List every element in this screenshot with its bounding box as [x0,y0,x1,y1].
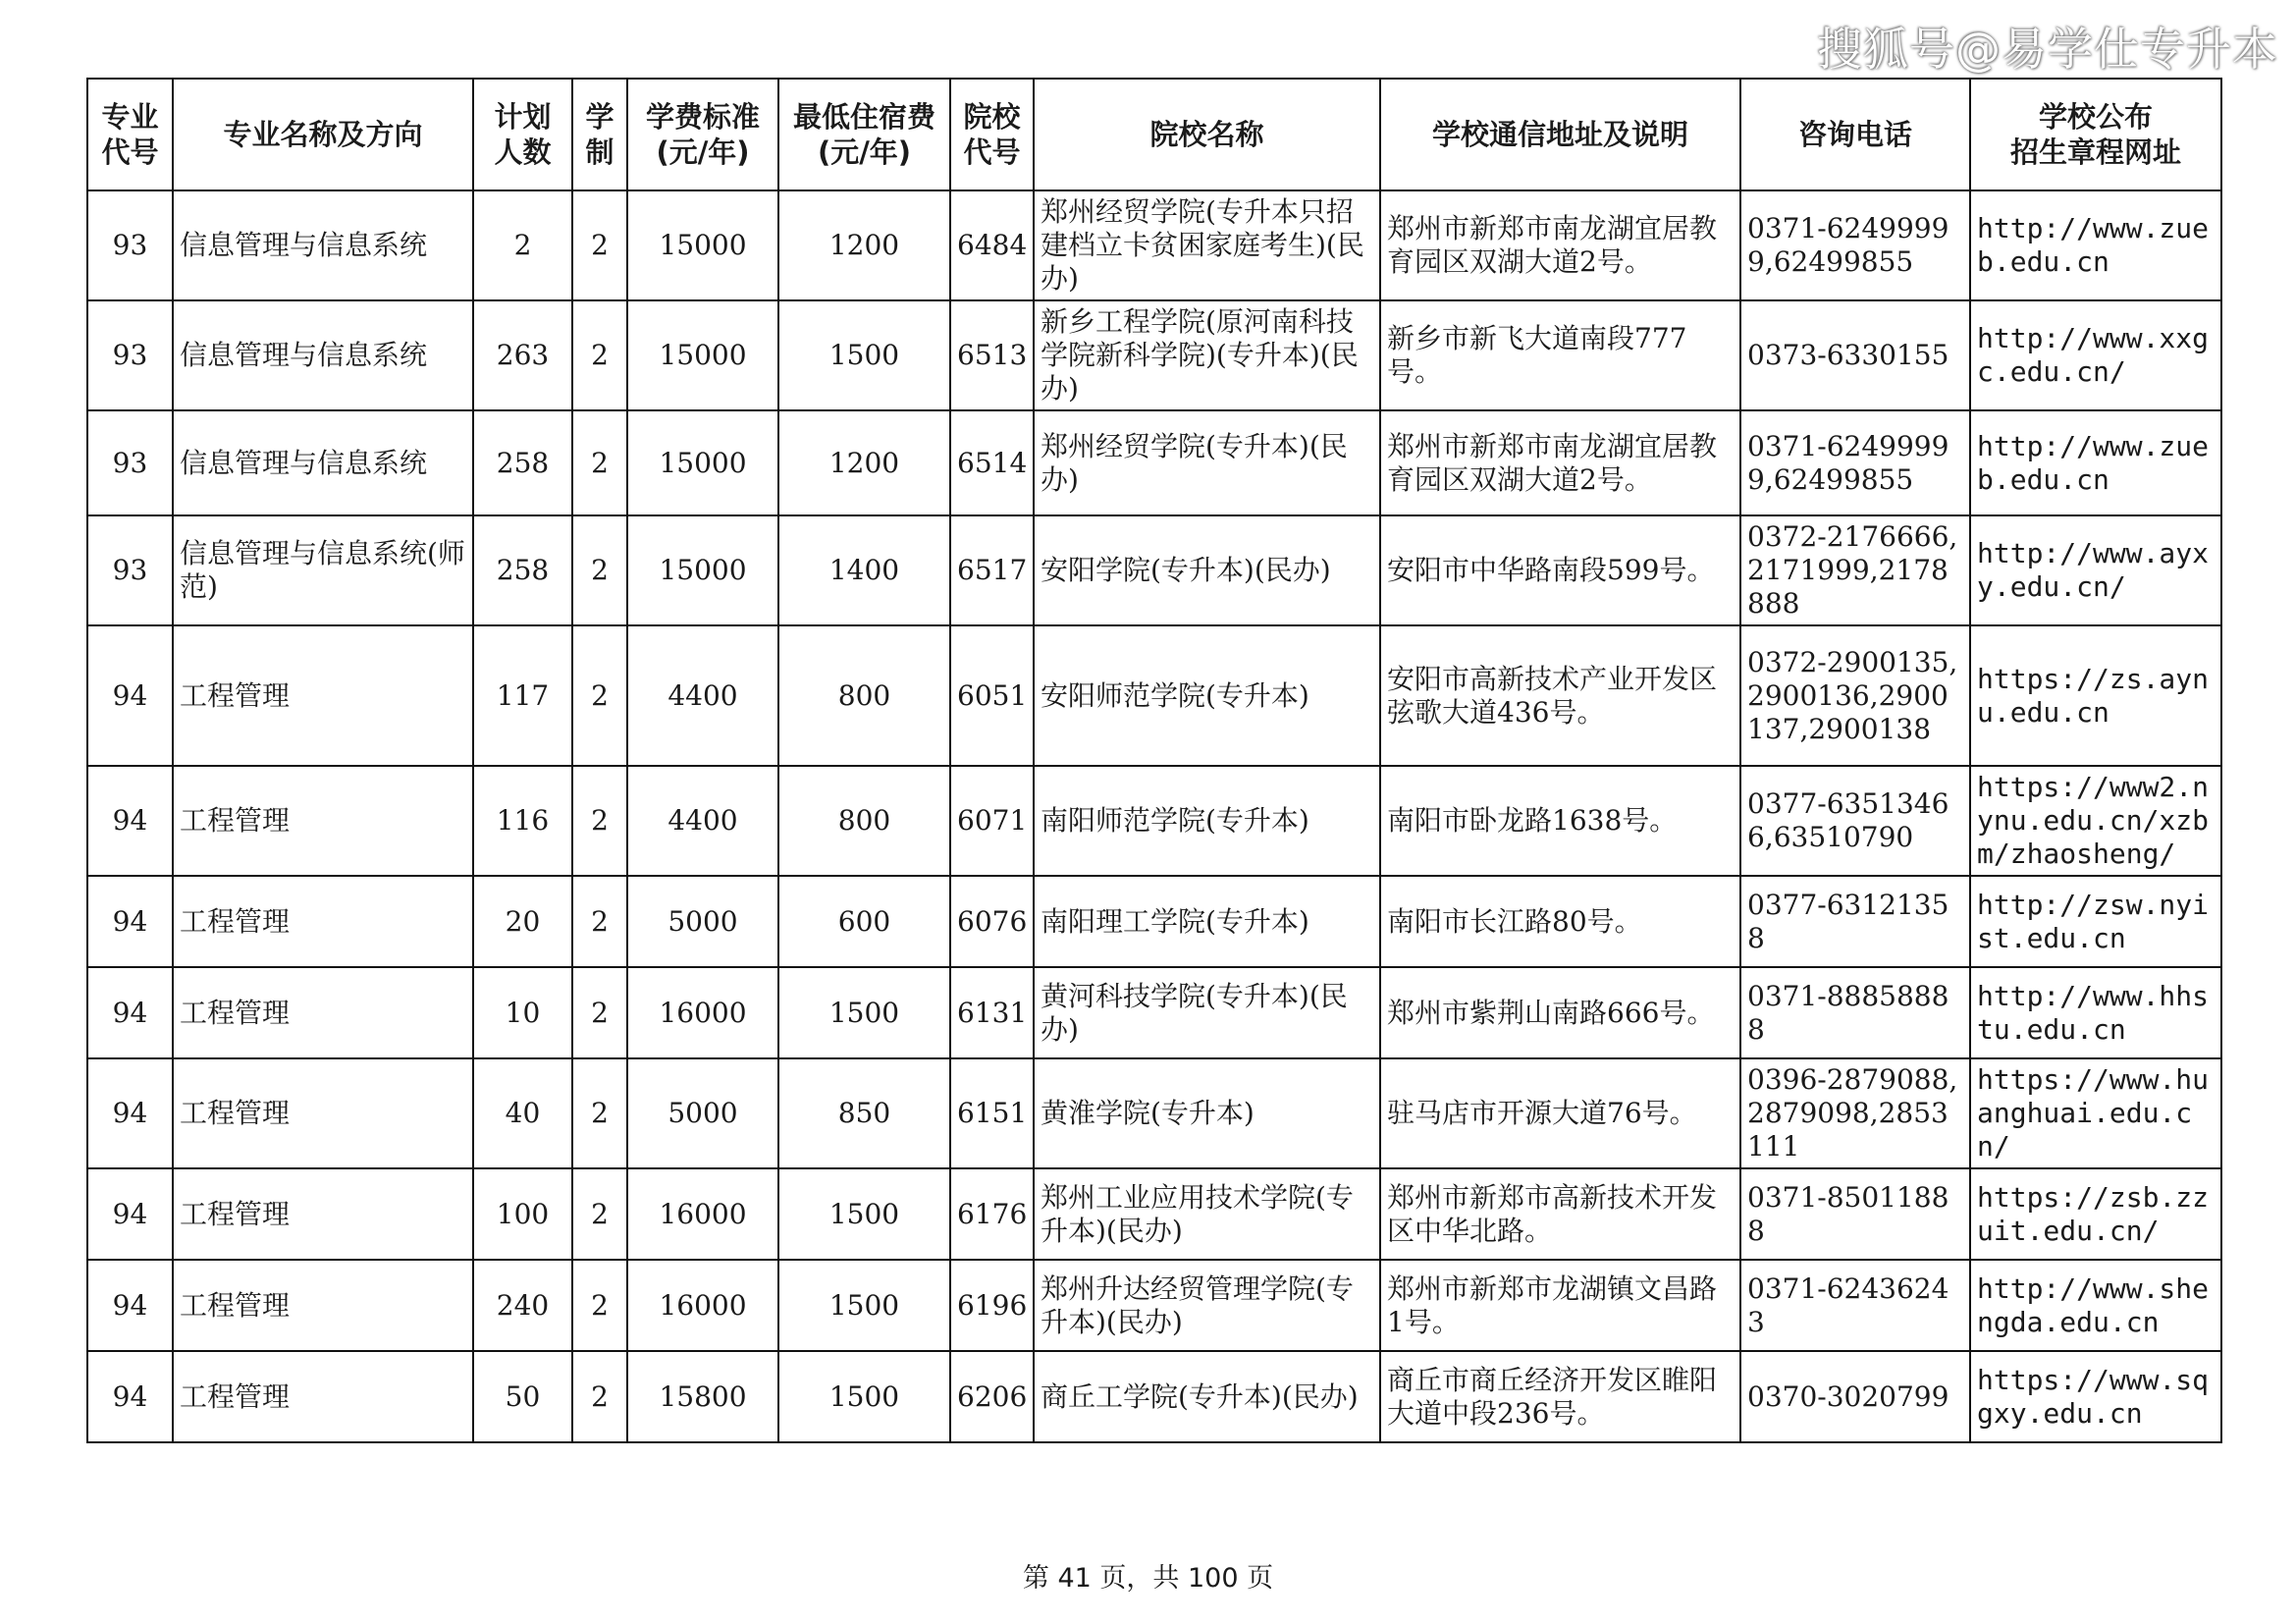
column-header [572,79,627,190]
major-code-cell: 94 [87,766,173,876]
table-row [87,1351,2221,1442]
column-header-line: 代号 [101,135,159,169]
phone-cell: 0370-3020799 [1740,1351,1970,1442]
duration-cell: 2 [572,410,627,515]
page-footer [0,1556,2296,1595]
table-row [87,300,2221,410]
column-header [1970,79,2221,190]
phone-cell: 0371-62499999,62499855 [1740,190,1970,300]
table-row [87,967,2221,1058]
total-page-number: 100 [1188,1563,1239,1594]
duration-cell: 2 [572,515,627,625]
school-name-cell: 新乡工程学院(原河南科技学院新科学院)(专升本)(民办) [1034,300,1380,410]
major-name-cell: 工程管理 [173,1168,473,1260]
major-code-cell: 93 [87,515,173,625]
phone-cell: 0373-6330155 [1740,300,1970,410]
tuition-cell: 4400 [627,625,778,766]
major-code-cell: 93 [87,190,173,300]
tuition-cell: 15000 [627,410,778,515]
school-code-cell: 6513 [950,300,1034,410]
header-row [87,79,2221,190]
dorm-fee-cell: 1500 [778,1260,950,1351]
column-header-line: 最低住宿费 [792,100,935,134]
current-page-number: 41 [1057,1563,1092,1594]
column-header-line: 专业名称及方向 [223,118,423,151]
school-code-cell: 6517 [950,515,1034,625]
duration-cell: 2 [572,1260,627,1351]
address-cell: 新乡市新飞大道南段777号。 [1380,300,1740,410]
duration-cell: 2 [572,876,627,967]
column-header-line: 咨询电话 [1797,118,1912,151]
dorm-fee-cell: 800 [778,625,950,766]
plan-count-cell: 116 [473,766,572,876]
major-code-cell: 94 [87,876,173,967]
address-cell: 商丘市商丘经济开发区睢阳大道中段236号。 [1380,1351,1740,1442]
duration-cell: 2 [572,625,627,766]
duration-cell: 2 [572,190,627,300]
major-name-cell: 工程管理 [173,766,473,876]
dorm-fee-cell: 1500 [778,300,950,410]
school-code-cell: 6071 [950,766,1034,876]
major-code-cell: 94 [87,1260,173,1351]
url-cell[interactable]: http://zsw.nyist.edu.cn [1970,876,2221,967]
major-name-cell: 信息管理与信息系统 [173,300,473,410]
major-name-cell: 工程管理 [173,1351,473,1442]
major-name-cell: 工程管理 [173,625,473,766]
major-code-cell: 93 [87,300,173,410]
school-name-cell: 郑州经贸学院(专升本只招建档立卡贫困家庭考生)(民办) [1034,190,1380,300]
footer-middle: 页，共 [1099,1563,1180,1594]
duration-cell: 2 [572,1351,627,1442]
table-row [87,1058,2221,1168]
address-cell: 郑州市紫荆山南路666号。 [1380,967,1740,1058]
address-cell: 安阳市中华路南段599号。 [1380,515,1740,625]
plan-count-cell: 240 [473,1260,572,1351]
url-cell[interactable]: https://zs.aynu.edu.cn [1970,625,2221,766]
column-header-line: 学校通信地址及说明 [1431,118,1688,151]
address-cell: 南阳市卧龙路1638号。 [1380,766,1740,876]
major-code-cell: 93 [87,410,173,515]
plan-count-cell: 263 [473,300,572,410]
plan-count-cell: 40 [473,1058,572,1168]
column-header [950,79,1034,190]
major-name-cell: 信息管理与信息系统 [173,410,473,515]
tuition-cell: 15000 [627,190,778,300]
school-name-cell: 黄淮学院(专升本) [1034,1058,1380,1168]
address-cell: 驻马店市开源大道76号。 [1380,1058,1740,1168]
dorm-fee-cell: 800 [778,766,950,876]
dorm-fee-cell: 1200 [778,190,950,300]
column-header [627,79,778,190]
tuition-cell: 5000 [627,1058,778,1168]
url-cell[interactable]: https://www.sqgxy.edu.cn [1970,1351,2221,1442]
duration-cell: 2 [572,967,627,1058]
phone-cell: 0371-62436243 [1740,1260,1970,1351]
phone-cell: 0371-62499999,62499855 [1740,410,1970,515]
url-cell[interactable]: https://www.huanghuai.edu.cn/ [1970,1058,2221,1168]
dorm-fee-cell: 850 [778,1058,950,1168]
column-header-line: 学 [585,100,614,134]
column-header [1740,79,1970,190]
school-code-cell: 6076 [950,876,1034,967]
phone-cell: 0377-63121358 [1740,876,1970,967]
school-name-cell: 商丘工学院(专升本)(民办) [1034,1351,1380,1442]
address-cell: 安阳市高新技术产业开发区弦歌大道436号。 [1380,625,1740,766]
watermark-text: 搜狐号@易学仕专升本 [1817,23,2278,76]
column-header-line: 院校名称 [1149,118,1264,151]
plan-count-cell: 117 [473,625,572,766]
tuition-cell: 16000 [627,967,778,1058]
column-header-line: 学费标准 [645,100,760,134]
url-cell[interactable]: http://www.hhstu.edu.cn [1970,967,2221,1058]
major-name-cell: 工程管理 [173,1260,473,1351]
major-code-cell: 94 [87,967,173,1058]
major-code-cell: 94 [87,1168,173,1260]
table-row [87,410,2221,515]
column-header-line: 学校公布 [2038,100,2153,134]
column-header [173,79,473,190]
school-name-cell: 郑州经贸学院(专升本)(民办) [1034,410,1380,515]
url-cell[interactable]: http://www.ayxy.edu.cn/ [1970,515,2221,625]
plan-count-cell: 20 [473,876,572,967]
address-cell: 郑州市新郑市高新技术开发区中华北路。 [1380,1168,1740,1260]
school-code-cell: 6176 [950,1168,1034,1260]
duration-cell: 2 [572,300,627,410]
address-cell: 郑州市新郑市龙湖镇文昌路1号。 [1380,1260,1740,1351]
school-code-cell: 6206 [950,1351,1034,1442]
school-code-cell: 6196 [950,1260,1034,1351]
table-row [87,1260,2221,1351]
major-code-cell: 94 [87,1058,173,1168]
admissions-table [86,78,2222,1443]
plan-count-cell: 258 [473,515,572,625]
url-cell[interactable]: http://www.zueb.edu.cn [1970,190,2221,300]
column-header [1380,79,1740,190]
major-name-cell: 工程管理 [173,967,473,1058]
column-header [1034,79,1380,190]
column-header-line: 计划 [494,100,552,134]
table-row [87,766,2221,876]
school-name-cell: 郑州工业应用技术学院(专升本)(民办) [1034,1168,1380,1260]
column-header-line: (元/年) [817,135,912,169]
school-name-cell: 黄河科技学院(专升本)(民办) [1034,967,1380,1058]
tuition-cell: 4400 [627,766,778,876]
tuition-cell: 5000 [627,876,778,967]
column-header-line: 院校 [963,100,1021,134]
school-code-cell: 6051 [950,625,1034,766]
url-cell[interactable]: http://www.shengda.edu.cn [1970,1260,2221,1351]
column-header-line: 制 [585,135,614,169]
school-name-cell: 安阳师范学院(专升本) [1034,625,1380,766]
plan-count-cell: 2 [473,190,572,300]
url-cell[interactable]: http://www.zueb.edu.cn [1970,410,2221,515]
tuition-cell: 15000 [627,515,778,625]
tuition-cell: 16000 [627,1260,778,1351]
table-row [87,515,2221,625]
school-code-cell: 6484 [950,190,1034,300]
major-name-cell: 工程管理 [173,1058,473,1168]
column-header [778,79,950,190]
dorm-fee-cell: 1500 [778,967,950,1058]
school-name-cell: 安阳学院(专升本)(民办) [1034,515,1380,625]
school-name-cell: 南阳师范学院(专升本) [1034,766,1380,876]
column-header [473,79,572,190]
table-row [87,1168,2221,1260]
column-header-line: (元/年) [656,135,750,169]
footer-prefix: 第 [1022,1563,1049,1594]
tuition-cell: 15000 [627,300,778,410]
dorm-fee-cell: 1200 [778,410,950,515]
column-header-line: 人数 [494,135,552,169]
dorm-fee-cell: 1500 [778,1168,950,1260]
duration-cell: 2 [572,1058,627,1168]
plan-count-cell: 258 [473,410,572,515]
url-cell[interactable]: http://www.xxgc.edu.cn/ [1970,300,2221,410]
table-body [87,190,2221,1442]
tuition-cell: 15800 [627,1351,778,1442]
duration-cell: 2 [572,1168,627,1260]
footer-suffix: 页 [1247,1563,1274,1594]
table-row [87,190,2221,300]
column-header-line: 代号 [963,135,1021,169]
major-code-cell: 94 [87,625,173,766]
plan-count-cell: 100 [473,1168,572,1260]
url-cell[interactable]: https://zsb.zzuit.edu.cn/ [1970,1168,2221,1260]
table-row [87,876,2221,967]
dorm-fee-cell: 1500 [778,1351,950,1442]
major-name-cell: 工程管理 [173,876,473,967]
url-cell[interactable]: https://www2.nynu.edu.cn/xzbm/zhaosheng/ [1970,766,2221,876]
address-cell: 郑州市新郑市南龙湖宜居教育园区双湖大道2号。 [1380,190,1740,300]
major-code-cell: 94 [87,1351,173,1442]
address-cell: 郑州市新郑市南龙湖宜居教育园区双湖大道2号。 [1380,410,1740,515]
school-code-cell: 6151 [950,1058,1034,1168]
plan-count-cell: 50 [473,1351,572,1442]
phone-cell: 0371-85011888 [1740,1168,1970,1260]
dorm-fee-cell: 600 [778,876,950,967]
major-name-cell: 信息管理与信息系统(师范) [173,515,473,625]
phone-cell: 0396-2879088,2879098,2853111 [1740,1058,1970,1168]
column-header-line: 招生章程网址 [2009,135,2181,169]
major-name-cell: 信息管理与信息系统 [173,190,473,300]
phone-cell: 0372-2176666,2171999,2178888 [1740,515,1970,625]
school-name-cell: 南阳理工学院(专升本) [1034,876,1380,967]
school-name-cell: 郑州升达经贸管理学院(专升本)(民办) [1034,1260,1380,1351]
school-code-cell: 6514 [950,410,1034,515]
phone-cell: 0372-2900135,2900136,2900137,2900138 [1740,625,1970,766]
phone-cell: 0377-63513466,63510790 [1740,766,1970,876]
column-header [87,79,173,190]
plan-count-cell: 10 [473,967,572,1058]
school-code-cell: 6131 [950,967,1034,1058]
phone-cell: 0371-88858888 [1740,967,1970,1058]
tuition-cell: 16000 [627,1168,778,1260]
table-row [87,625,2221,766]
duration-cell: 2 [572,766,627,876]
dorm-fee-cell: 1400 [778,515,950,625]
address-cell: 南阳市长江路80号。 [1380,876,1740,967]
column-header-line: 专业 [101,100,159,134]
